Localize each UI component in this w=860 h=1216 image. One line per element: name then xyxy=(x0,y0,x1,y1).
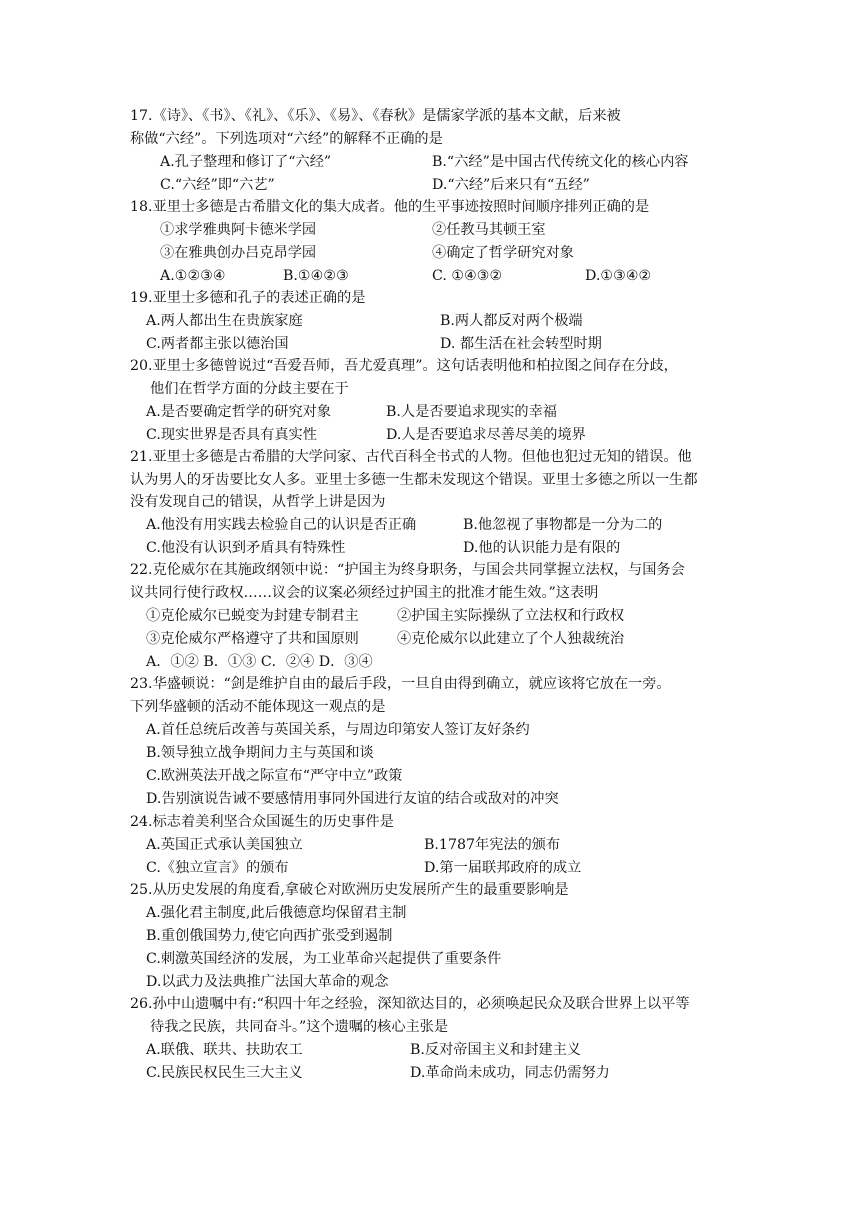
option-b: B.反对帝国主义和封建主义 xyxy=(410,1042,581,1058)
option-a: A.他没有用实践去检验自己的认识是否正确 xyxy=(146,517,417,533)
question-stem: 待我之民族，共同奋斗。”这个遗嘱的核心主张是 xyxy=(150,1019,449,1035)
question-stem: 18.亚里士多德是古希腊文化的集大成者。他的生平事迹按照时间顺序排列正确的是 xyxy=(130,199,650,215)
option-a: A.孔子整理和修订了“六经” xyxy=(160,154,332,170)
option-d: D.“六经”后来只有“五经” xyxy=(432,177,590,193)
option-d: D.①③④② xyxy=(585,268,652,284)
question-stem: 下列华盛顿的活动不能体现这一观点的是 xyxy=(130,699,386,715)
option-d: D.第一届联邦政府的成立 xyxy=(424,860,582,876)
question-stem: 26.孙中山遗嘱中有:“积四十年之经验，深知欲达目的，必须唤起民众及联合世界上以平等 xyxy=(130,996,690,1012)
question-stem: 没有发现自己的错误，从哲学上讲是因为 xyxy=(130,494,386,510)
option-a: A.两人都出生在贵族家庭 xyxy=(146,313,303,329)
option-b: B.领导独立战争期间力主与英国和谈 xyxy=(146,745,374,761)
option-c: C.刺激英国经济的发展，为工业革命兴起提供了重要条件 xyxy=(146,951,502,967)
option-c: C.他没有认识到矛盾具有特殊性 xyxy=(146,540,346,556)
statement-item: ④确定了哲学研究对象 xyxy=(432,245,574,261)
option-c: C.两者都主张以德治国 xyxy=(146,336,289,352)
question-stem: 他们在哲学方面的分歧主要在于 xyxy=(150,381,349,397)
question-stem: 议共同行使行政权……议会的议案必须经过护国主的批准才能生效。”这表明 xyxy=(130,585,599,601)
option-c: C.民族民权民生三大主义 xyxy=(146,1065,303,1081)
statement-item: ①克伦威尔已蜕变为封建专制君主 xyxy=(146,608,359,624)
option-d: D.人是否要追求尽善尽美的境界 xyxy=(386,427,586,443)
option-a: A.英国正式承认美国独立 xyxy=(146,837,303,853)
option-b: B.人是否要追求现实的幸福 xyxy=(386,404,557,420)
option-c: C.欧洲英法开战之际宣布“严守中立”政策 xyxy=(146,768,403,784)
statement-item: ②护国主实际操纵了立法权和行政权 xyxy=(397,608,625,624)
statement-item: ③克伦威尔严格遵守了共和国原则 xyxy=(146,631,359,647)
option-d: D. 都生活在社会转型时期 xyxy=(440,336,602,352)
option-b: B.重创俄国势力,使它向西扩张受到遏制 xyxy=(146,928,393,944)
question-stem: 22.克伦威尔在其施政纲领中说：“护国主为终身职务，与国会共同掌握立法权，与国务会 xyxy=(130,562,685,578)
option-a: A.联俄、联共、扶助农工 xyxy=(146,1042,303,1058)
option-a: A.①②③④ xyxy=(160,268,226,284)
option-c: C. ①④③② xyxy=(432,268,503,284)
question-stem: 21.亚里士多德是古希腊的大学问家、古代百科全书式的人物。但他也犯过无知的错误。他 xyxy=(130,449,692,465)
option-b: B.“六经”是中国古代传统文化的核心内容 xyxy=(432,154,689,170)
question-stem: 24.标志着美利坚合众国诞生的历史事件是 xyxy=(130,814,394,830)
question-stem: 23.华盛顿说：“剑是维护自由的最后手段，一旦自由得到确立，就应该将它放在一旁。 xyxy=(130,676,671,692)
option-a: A.首任总统后改善与英国关系，与周边印第安人签订友好条约 xyxy=(146,722,530,738)
options-row: A．①② B．①③ C．②④ D．③④ xyxy=(146,654,373,670)
option-d: D.以武力及法典推广法国大革命的观念 xyxy=(146,974,389,990)
question-stem: 称做“六经”。下列选项对“六经”的解释不正确的是 xyxy=(130,131,443,147)
option-a: A.强化君主制度,此后俄德意均保留君主制 xyxy=(146,905,407,921)
statement-item: ①求学雅典阿卡德米学园 xyxy=(160,222,317,238)
option-b: B.两人都反对两个极端 xyxy=(440,313,583,329)
question-stem: 认为男人的牙齿要比女人多。亚里士多德一生都未发现这个错误。亚里士多德之所以一生都 xyxy=(130,472,698,488)
option-b: B.1787年宪法的颁布 xyxy=(424,837,561,853)
option-d: D.他的认识能力是有限的 xyxy=(463,540,621,556)
option-d: D.告别演说告诫不要感情用事同外国进行友谊的结合或敌对的冲突 xyxy=(146,791,559,807)
statement-item: ③在雅典创办吕克昂学园 xyxy=(160,245,317,261)
question-stem: 20.亚里士多德曾说过“吾爱吾师，吾尤爱真理”。这句话表明他和柏拉图之间存在分歧， xyxy=(130,358,678,374)
option-a: A.是否要确定哲学的研究对象 xyxy=(146,404,332,420)
question-stem: 17.《诗》、《书》、《礼》、《乐》、《易》、《春秋》是儒家学派的基本文献，后来被 xyxy=(130,108,621,124)
option-c: C.现实世界是否具有真实性 xyxy=(146,427,317,443)
option-c: C.“六经”即“六艺” xyxy=(160,177,275,193)
question-stem: 19.亚里士多德和孔子的表述正确的是 xyxy=(130,290,366,306)
option-c: C.《独立宣言》的颁布 xyxy=(146,860,289,876)
option-d: D.革命尚未成功，同志仍需努力 xyxy=(410,1065,610,1081)
option-b: B.他忽视了事物都是一分为二的 xyxy=(463,517,663,533)
question-stem: 25.从历史发展的角度看,拿破仑对欧洲历史发展所产生的最重要影响是 xyxy=(130,882,569,898)
option-b: B.①④②③ xyxy=(283,268,349,284)
statement-item: ④克伦威尔以此建立了个人独裁统治 xyxy=(397,631,625,647)
statement-item: ②任教马其顿王室 xyxy=(432,222,546,238)
